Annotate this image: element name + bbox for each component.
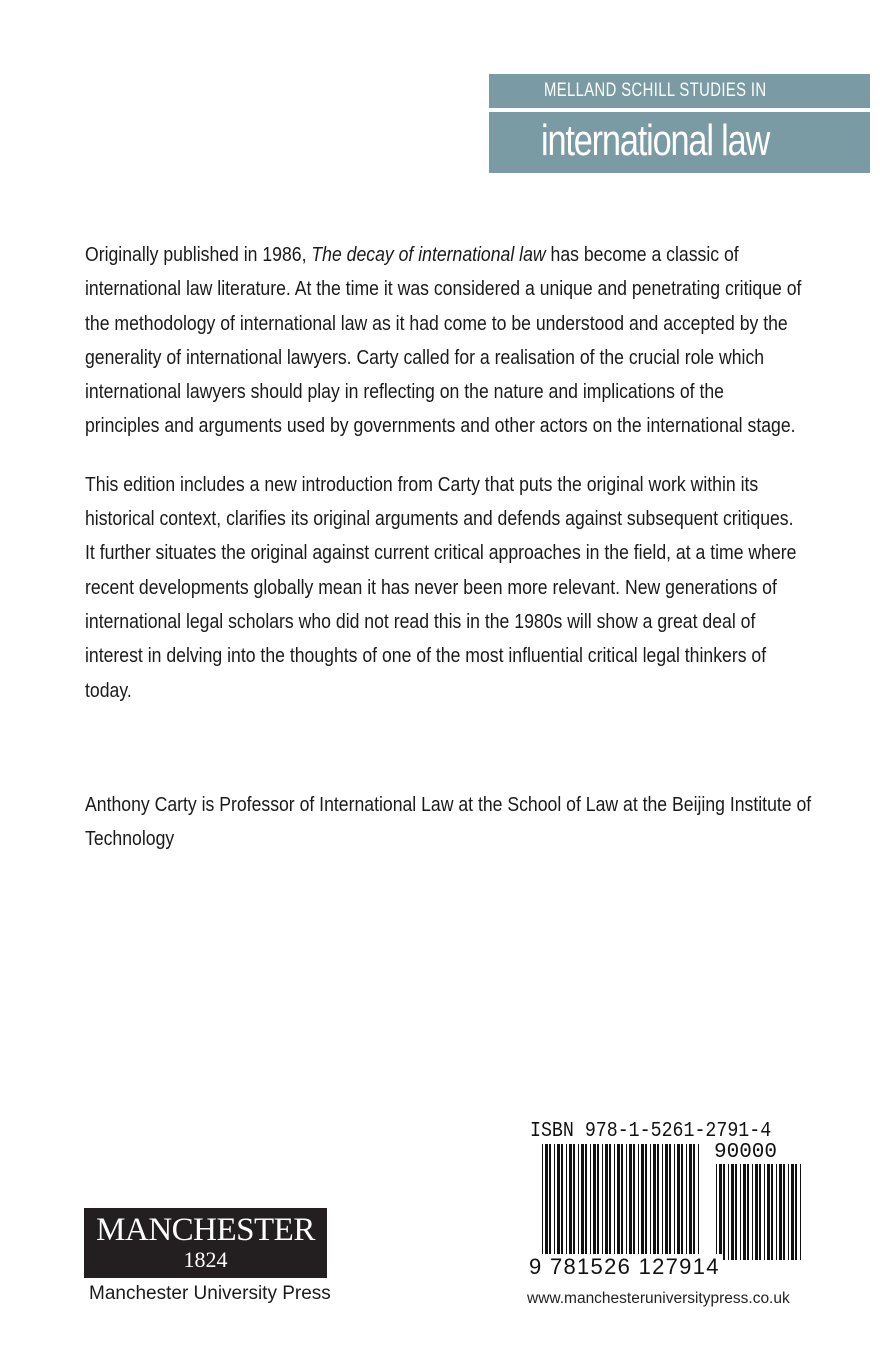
barcode-bar <box>641 1144 644 1254</box>
barcode-bar <box>764 1164 765 1260</box>
barcode-bar <box>686 1144 687 1254</box>
barcode-bar <box>800 1164 801 1260</box>
barcode-bar <box>650 1144 651 1254</box>
barcode-bar <box>719 1164 722 1260</box>
series-subject: international law <box>541 116 770 165</box>
barcode-bar <box>752 1164 753 1260</box>
book-title: The decay of international law <box>311 243 546 266</box>
ean-digits: 9 781526 127914 <box>529 1254 720 1279</box>
barcode-bar <box>585 1144 587 1254</box>
barcode-bar <box>581 1144 584 1254</box>
barcode-bar <box>629 1144 632 1254</box>
barcode-bar <box>597 1144 599 1254</box>
barcode-bar <box>626 1144 627 1254</box>
barcode-bar <box>735 1164 737 1260</box>
barcode-bar <box>779 1164 782 1260</box>
barcode-bar <box>677 1144 680 1254</box>
barcode-bar <box>657 1144 659 1254</box>
barcode-bar <box>740 1164 741 1260</box>
blurb-paragraph-1 <box>85 238 805 444</box>
barcode-bar <box>653 1144 656 1254</box>
barcode-bar <box>590 1144 591 1254</box>
barcode-bar <box>788 1164 789 1260</box>
barcode-bar <box>776 1164 777 1260</box>
barcode-bar <box>614 1144 615 1254</box>
barcode-bar <box>674 1144 675 1254</box>
barcode-bar <box>795 1164 797 1260</box>
barcode-bar <box>593 1144 596 1254</box>
series-subject-band <box>489 112 870 173</box>
barcode-bar <box>605 1144 608 1254</box>
barcode-bar <box>569 1144 572 1254</box>
addon-digits: 90000 <box>714 1141 778 1164</box>
barcode-bar <box>767 1164 770 1260</box>
blurb-paragraph-2: This edition includes a new introduction from Carty that puts the original work within its historical context, clarifies its original arguments and defends against subsequent critiques. It further situates the original against current critical approaches in the field, at a time where recent developments globally mean it has never been more relevant. New generations of international legal scholars who did not read this in the 1980s will show a great deal of interest in delving into the thoughts of one of the most influential critical legal thinkers of today. <box>85 472 797 702</box>
barcode-bar <box>617 1144 620 1254</box>
barcode-bar <box>698 1144 699 1264</box>
publisher-logo <box>84 1208 327 1278</box>
series-name: MELLAND SCHILL STUDIES IN <box>544 80 767 101</box>
barcode-bar <box>728 1164 729 1260</box>
barcode-bar <box>609 1144 611 1254</box>
logo-year: 1824 <box>183 1247 228 1272</box>
publisher-name: Manchester University Press <box>89 1283 331 1304</box>
barcode-bar <box>743 1164 746 1260</box>
barcode-bar <box>645 1144 647 1254</box>
barcode-bar <box>791 1164 794 1260</box>
barcode-bar <box>549 1144 551 1254</box>
barcode-bar <box>638 1144 639 1254</box>
barcode-bar <box>783 1164 785 1260</box>
barcode-bar <box>573 1144 575 1254</box>
barcode-bar <box>716 1164 717 1260</box>
barcode-bar <box>731 1164 734 1260</box>
blurb-p1-intro: Originally published in 1986, <box>85 243 312 266</box>
barcode-bar <box>633 1144 635 1254</box>
author-bio: Anthony Carty is Professor of International Law at the School of Law at the Beijing Institute of Technology <box>85 793 812 850</box>
barcode-bar <box>759 1164 761 1260</box>
barcode-bar <box>689 1144 692 1254</box>
series-name-band <box>489 74 870 108</box>
barcode-bar <box>545 1144 548 1264</box>
logo-name: MANCHESTER <box>96 1212 315 1248</box>
barcode-bar <box>755 1164 758 1260</box>
addon-barcode-bars <box>716 1164 801 1260</box>
barcode-bar <box>554 1144 555 1254</box>
publisher-url[interactable]: www.manchesteruniversitypress.co.uk <box>527 1290 790 1307</box>
isbn-label: ISBN 978-1-5261-2791-4 <box>530 1120 772 1143</box>
barcode-bar <box>662 1144 663 1254</box>
barcode-bar <box>693 1144 695 1254</box>
blurb-p1-body: has become a classic of international law literature. At the time it was considered a unique and penetrating critique of the methodology of international law as it had come to be understood and accepted by the generality of international lawyers. Carty called for a realisation of the crucial role which international lawyers should play in reflecting on the nature and implications of the principles and arguments used by governments and other actors on the international stage. <box>85 243 802 438</box>
barcode-bar <box>542 1144 543 1264</box>
barcode-bar <box>669 1144 671 1254</box>
barcode-bar <box>621 1144 623 1254</box>
barcode-bar <box>771 1164 773 1260</box>
barcode-bar <box>566 1144 567 1254</box>
barcode-bar <box>561 1144 563 1254</box>
barcode-bar <box>747 1164 749 1260</box>
series-banner <box>489 74 870 173</box>
ean-barcode-bars <box>542 1144 699 1264</box>
barcode-bar <box>681 1144 683 1254</box>
barcode-bar <box>602 1144 603 1254</box>
barcode-bar <box>723 1164 725 1260</box>
barcode-bar <box>665 1144 668 1254</box>
back-cover-blurb <box>85 238 805 732</box>
barcode-bar <box>578 1144 579 1254</box>
barcode-bar <box>557 1144 560 1254</box>
